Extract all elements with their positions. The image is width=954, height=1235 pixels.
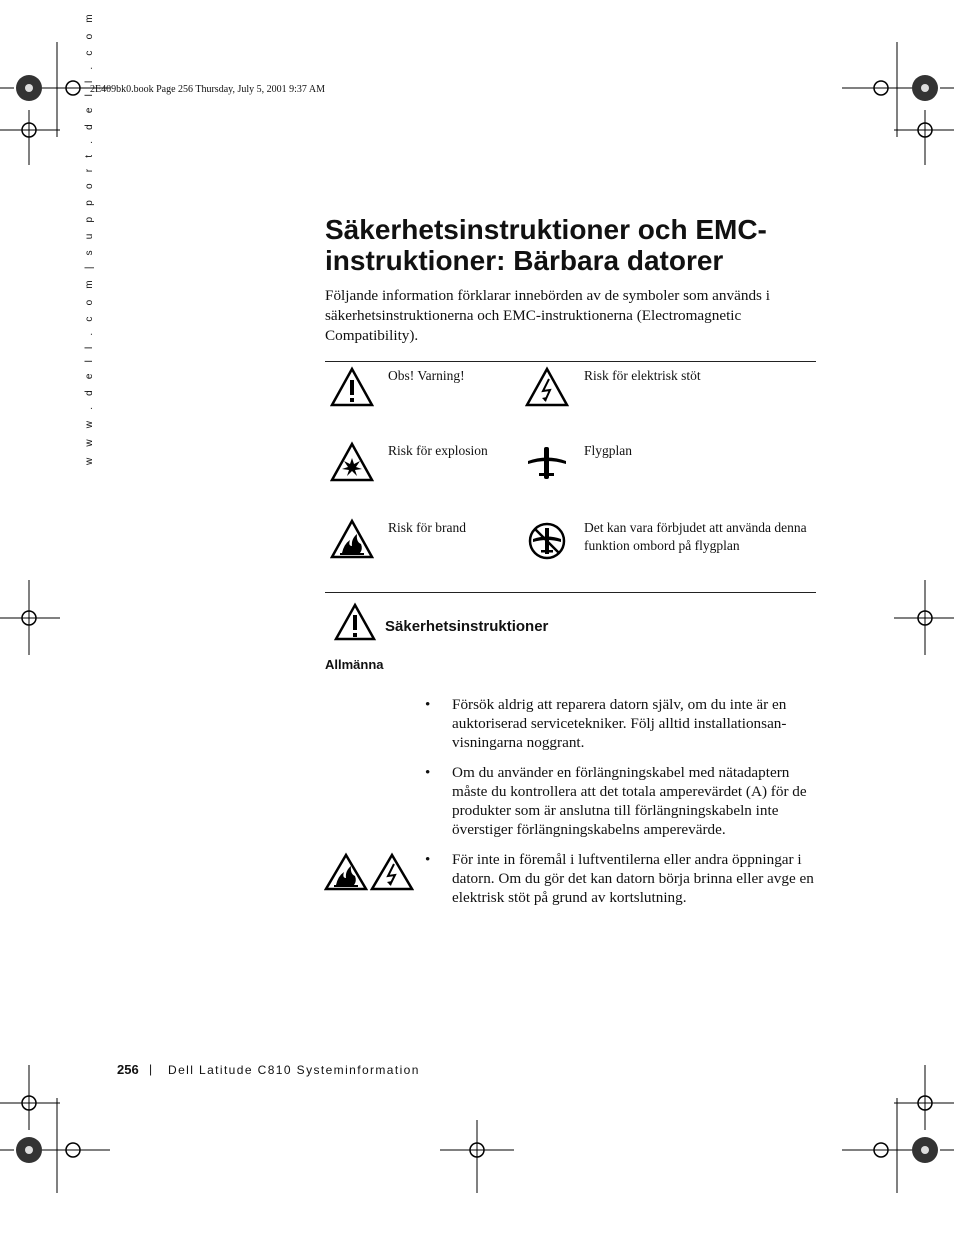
bullet-text: Om du använder en förlängningskabel med nätadaptern måste du kontrollera att det totala amperevärdet (A) för de produkter som är anslutna till förlängningskabeln inte överstiger förlängningskabelns amperevärde. — [452, 764, 807, 838]
electric-shock-icon — [370, 852, 414, 892]
safety-section-title: Säkerhetsinstruktioner — [385, 618, 549, 635]
footer-separator: | — [149, 1062, 153, 1076]
list-item: • För inte in föremål i luftventilerna eller andra öppningar i datorn. Om du gör det kan datorn börja brinna eller avge en elektrisk stöt på grund av kortslutning. — [425, 851, 814, 906]
symbol-label-no-airplane: Det kan vara förbjudet att använda denna funktion ombord på flygplan — [584, 520, 807, 553]
no-airplane-icon — [525, 520, 569, 562]
fire-icon — [324, 852, 368, 892]
bullet-text: Försök aldrig att reparera datorn själv, om du inte är en auktoriserad servicetekniker. Följ alltid installationsan-visningarna noggrant. — [452, 696, 787, 751]
symbol-label-airplane: Flygplan — [584, 443, 633, 458]
list-item: • Om du använder en förlängningskabel med nätadaptern måste du kontrollera att det totala amperevärdet (A) för de produkter som är anslutna till förlängningskabeln inte överstiger förlängningskabelns amperevärde. — [425, 764, 807, 838]
section-warning-icon — [333, 602, 377, 642]
footer-text: Dell Latitude C810 Systeminformation — [168, 1063, 420, 1077]
fire-icon — [330, 518, 374, 560]
airplane-icon — [525, 441, 569, 483]
page-title: Säkerhetsinstruktioner och EMC-instruktioner: Bärbara datorer — [325, 214, 767, 276]
bottom-divider — [325, 592, 816, 593]
side-url: w w w . d e l l . c o m | s u p p o r t . d e l l . c o m — [84, 10, 95, 465]
symbol-label-electric-shock: Risk för elektrisk stöt — [584, 368, 701, 383]
symbol-label-warning: Obs! Varning! — [388, 368, 465, 383]
general-subtitle: Allmänna — [325, 657, 384, 672]
explosion-icon — [330, 441, 374, 483]
page-number: 256 — [117, 1062, 139, 1077]
safety-bullet-list — [425, 695, 815, 918]
print-header: 2E409bk0.book Page 256 Thursday, July 5, 2001 9:37 AM — [90, 84, 325, 95]
electric-shock-icon — [525, 366, 569, 408]
bullet-text: För inte in föremål i luftventilerna eller andra öppningar i datorn. Om du gör det kan datorn börja brinna eller avge en elektrisk stöt på grund av kortslutning. — [452, 851, 814, 906]
top-divider — [325, 361, 816, 362]
warning-icon — [330, 366, 374, 408]
symbol-label-explosion: Risk för explosion — [388, 443, 488, 458]
intro-paragraph: Följande information förklarar innebörden av de symboler som används i säkerhetsinstruktionerna och EMC-instruktionerna (Electromagnetic Compatibility). — [325, 287, 770, 344]
list-item: • Försök aldrig att reparera datorn själv, om du inte är en auktoriserad servicetekniker. Följ alltid installationsan-visningarna noggrant. — [425, 696, 787, 751]
symbol-label-fire: Risk för brand — [388, 520, 466, 535]
